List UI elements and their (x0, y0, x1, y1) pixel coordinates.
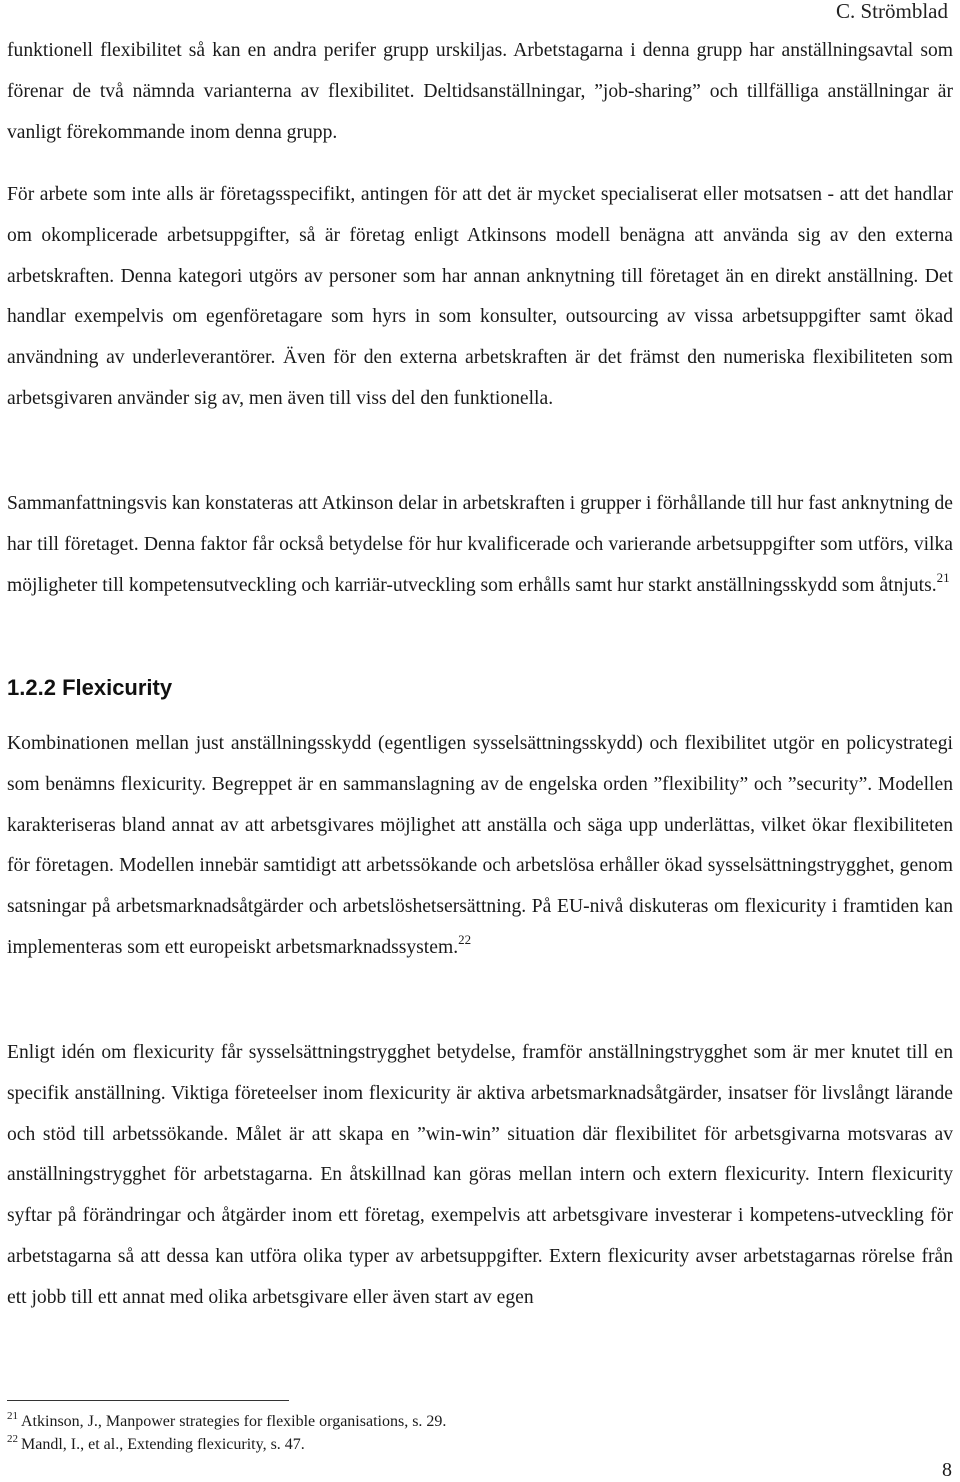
paragraph-continuation: funktionell flexibilitet så kan en andra perifer grupp urskiljas. Arbetstagarna i denna grupp har anställningsavtal som förenar de två nämnda varianterna av flexibilitet. Deltidsanställningar, ”job-sharing” och tillfälliga anställningar är vanligt förekommande inom denna grupp. (7, 40, 953, 143)
paragraph-flexicurity-definition-text: Kombinationen mellan just anställningsskydd (egentligen sysselsättningsskydd) och flexibilitet utgör en policystrategi som benämns flexicurity. Begreppet är en sammanslagning av de engelska orden ”flexibility” och ”security”. Modellen karakteriseras bland annat av att arbetsgivares möjlighet att anställa och säga upp underlättas, vilket ökar flexibiliteten för företagen. Modellen innebär samtidigt att arbetssökande och arbetslösa erhåller ökad sysselsättningstrygghet, genom satsningar på arbetsmarknadsåtgärder och arbetslöshetsersättning. På EU-nivå diskuteras om flexicurity i framtiden kan implementeras som ett europeiskt arbetsmarknadssystem. (7, 733, 953, 958)
paragraph-summary (7, 484, 953, 606)
footnote-21-number: 21 (7, 1410, 18, 1422)
paragraph-flexicurity-definition (7, 724, 953, 969)
paragraph-summary-text: Sammanfattningsvis kan konstateras att Atkinson delar in arbetskraften i grupper i förhållande till hur fast anknytning de har till företaget. Denna faktor får också betydelse för hur kvalificerade och varierande arbetsuppgifter som utförs, vilka möjligheter till kompetensutveckling och karriär-utveckling som erhålls samt hur starkt anställningsskydd som åtnjuts. (7, 493, 953, 596)
footnote-22-number: 22 (7, 1433, 18, 1445)
page-number: 8 (942, 1459, 952, 1481)
footnote-ref-22: 22 (458, 931, 472, 947)
footnote-ref-21: 21 (936, 569, 950, 585)
section-heading (7, 674, 172, 702)
section-number: 1.2.2 (7, 675, 56, 700)
footnote-22-text: Mandl, I., et al., Extending flexicurity, s. 47. (21, 1436, 305, 1453)
section-title: Flexicurity (62, 675, 173, 700)
footnote-21 (7, 1411, 446, 1433)
footnote-22 (7, 1434, 305, 1456)
footnote-21-text: Atkinson, J., Manpower strategies for flexible organisations, s. 29. (21, 1413, 447, 1430)
footnote-divider (7, 1400, 289, 1401)
running-header-author: C. Strömblad (835, 0, 948, 23)
paragraph-flexicurity-idea: Enligt idén om flexicurity får sysselsättningstrygghet betydelse, framför anställningstrygghet som är mer knutet till en specifik anställning. Viktiga företeelser inom flexicurity är aktiva arbetsmarknadsåtgärder, insatser för livslångt lärande och stöd till arbetssökande. Målet är att skapa en ”win-win” situation där flexibilitet för arbetsgivarna motsvaras av anställningstrygghet för arbetstagarna. En åtskillnad kan göras mellan intern och extern flexicurity. Intern flexicurity syftar på förändringar och åtgärder inom ett företag, exempelvis att arbetsgivare investerar i kompetens-utveckling för arbetstagarna så att dessa kan utföra olika typer av arbetsuppgifter. Extern flexicurity avser arbetstagarnas rörelse från ett jobb till ett annat med olika arbetsgivare eller även start av egen (7, 1042, 953, 1308)
paragraph-external-workforce: För arbete som inte alls är företagsspecifikt, antingen för att det är mycket specialiserat eller motsatsen - att det handlar om okomplicerade arbetsuppgifter, så är företag enligt Atkinsons modell benägna att använda sig av den externa arbetskraften. Denna kategori utgörs av personer som har annan anknytning till företaget än en direkt anställning. Det handlar exempelvis om egenföretagare som hyrs in som konsulter, outsourcing av vissa arbetsuppgifter samt ökad användning av underleverantörer. Även för den externa arbetskraften är det främst den numeriska flexibiliteten som arbetsgivaren använder sig av, men även till viss del den funktionella. (7, 184, 953, 409)
